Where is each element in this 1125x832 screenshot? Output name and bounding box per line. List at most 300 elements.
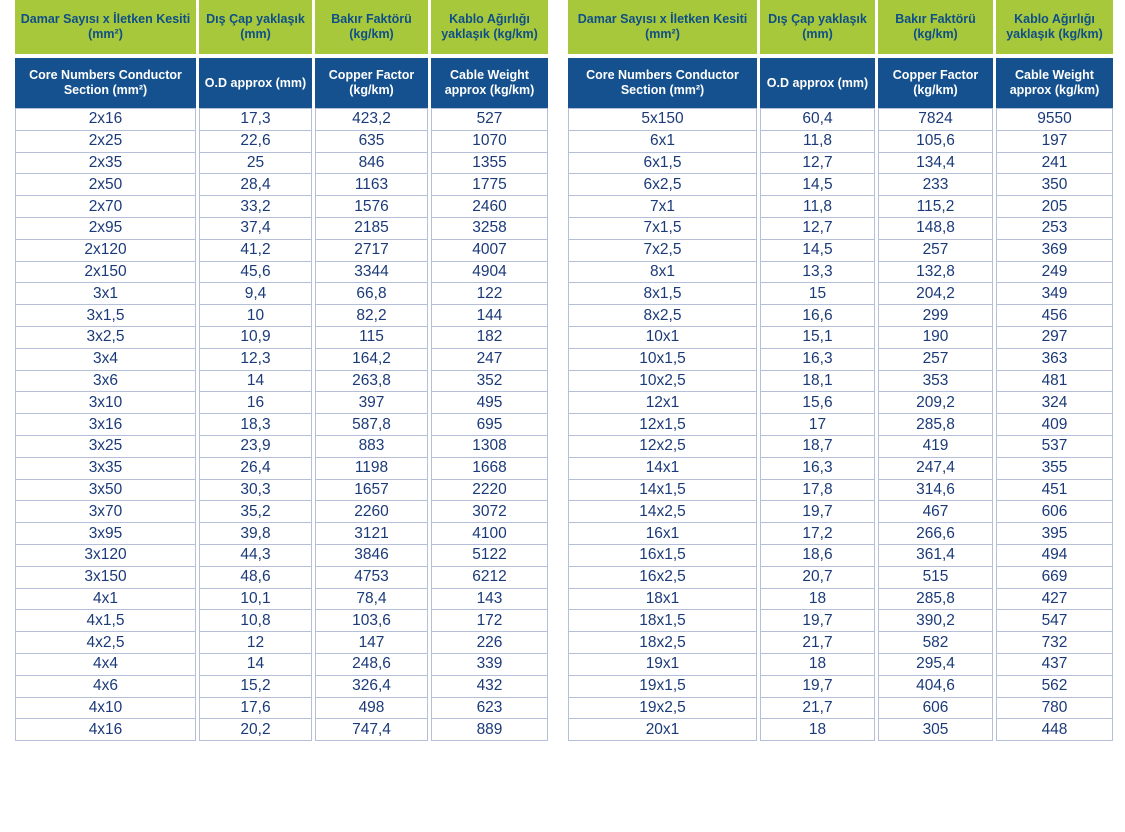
cell-core-section: 6x1 xyxy=(567,130,759,152)
header-od-tr: Dış Çap yaklaşık (mm) xyxy=(198,0,314,56)
table-row xyxy=(14,283,550,305)
table-row xyxy=(14,719,550,741)
cell-cable-weight: 432 xyxy=(430,675,550,697)
header-core-en: Core Numbers Conductor Section (mm²) xyxy=(567,56,759,109)
table-row xyxy=(14,588,550,610)
cell-copper-factor: 248,6 xyxy=(314,653,430,675)
cell-cable-weight: 144 xyxy=(430,305,550,327)
cell-copper-factor: 361,4 xyxy=(877,544,995,566)
cell-core-section: 2x35 xyxy=(14,152,198,174)
table-row xyxy=(14,109,550,131)
cell-outer-diameter: 48,6 xyxy=(198,566,314,588)
cell-core-section: 4x16 xyxy=(14,719,198,741)
cell-core-section: 3x16 xyxy=(14,414,198,436)
cell-core-section: 18x1,5 xyxy=(567,610,759,632)
cell-core-section: 6x2,5 xyxy=(567,174,759,196)
cell-outer-diameter: 17,6 xyxy=(198,697,314,719)
cell-outer-diameter: 12,3 xyxy=(198,348,314,370)
cell-outer-diameter: 10,1 xyxy=(198,588,314,610)
cell-outer-diameter: 16 xyxy=(198,392,314,414)
cell-copper-factor: 299 xyxy=(877,305,995,327)
cell-outer-diameter: 18,7 xyxy=(759,435,877,457)
cell-outer-diameter: 9,4 xyxy=(198,283,314,305)
cell-outer-diameter: 35,2 xyxy=(198,501,314,523)
cell-core-section: 2x50 xyxy=(14,174,198,196)
header-row-turkish xyxy=(14,0,550,56)
cell-cable-weight: 2460 xyxy=(430,196,550,218)
table-row xyxy=(567,588,1115,610)
table-row xyxy=(14,130,550,152)
cell-cable-weight: 732 xyxy=(995,632,1115,654)
cell-copper-factor: 404,6 xyxy=(877,675,995,697)
cell-core-section: 18x1 xyxy=(567,588,759,610)
table-row xyxy=(14,305,550,327)
cell-copper-factor: 115 xyxy=(314,326,430,348)
table-row xyxy=(14,610,550,632)
cell-core-section: 3x6 xyxy=(14,370,198,392)
cell-cable-weight: 339 xyxy=(430,653,550,675)
table-row xyxy=(567,610,1115,632)
cell-core-section: 3x10 xyxy=(14,392,198,414)
table-row xyxy=(14,435,550,457)
cell-outer-diameter: 14,5 xyxy=(759,239,877,261)
table-row xyxy=(14,697,550,719)
cell-copper-factor: 82,2 xyxy=(314,305,430,327)
cell-copper-factor: 326,4 xyxy=(314,675,430,697)
cell-copper-factor: 257 xyxy=(877,348,995,370)
cell-core-section: 14x1 xyxy=(567,457,759,479)
cell-cable-weight: 780 xyxy=(995,697,1115,719)
table-row xyxy=(14,675,550,697)
cell-cable-weight: 9550 xyxy=(995,109,1115,131)
cell-core-section: 18x2,5 xyxy=(567,632,759,654)
cell-cable-weight: 448 xyxy=(995,719,1115,741)
cell-cable-weight: 481 xyxy=(995,370,1115,392)
cell-outer-diameter: 14 xyxy=(198,653,314,675)
cell-copper-factor: 515 xyxy=(877,566,995,588)
cell-cable-weight: 2220 xyxy=(430,479,550,501)
cell-cable-weight: 669 xyxy=(995,566,1115,588)
cell-core-section: 3x50 xyxy=(14,479,198,501)
cell-copper-factor: 1576 xyxy=(314,196,430,218)
cell-cable-weight: 1070 xyxy=(430,130,550,152)
table-row xyxy=(14,501,550,523)
cell-core-section: 4x4 xyxy=(14,653,198,675)
table-row xyxy=(14,523,550,545)
cell-outer-diameter: 19,7 xyxy=(759,610,877,632)
cell-copper-factor: 423,2 xyxy=(314,109,430,131)
cell-copper-factor: 2260 xyxy=(314,501,430,523)
cell-core-section: 12x1,5 xyxy=(567,414,759,436)
cell-outer-diameter: 10 xyxy=(198,305,314,327)
table-row xyxy=(567,501,1115,523)
cell-cable-weight: 197 xyxy=(995,130,1115,152)
cell-core-section: 3x150 xyxy=(14,566,198,588)
cell-outer-diameter: 37,4 xyxy=(198,217,314,239)
table-row xyxy=(567,414,1115,436)
table-row xyxy=(567,261,1115,283)
table-row xyxy=(567,174,1115,196)
table-row xyxy=(567,632,1115,654)
table-row xyxy=(14,348,550,370)
table-row xyxy=(567,130,1115,152)
cell-core-section: 5x150 xyxy=(567,109,759,131)
cell-core-section: 19x1,5 xyxy=(567,675,759,697)
cell-cable-weight: 6212 xyxy=(430,566,550,588)
table-row xyxy=(567,348,1115,370)
cell-cable-weight: 324 xyxy=(995,392,1115,414)
cell-copper-factor: 132,8 xyxy=(877,261,995,283)
cell-outer-diameter: 19,7 xyxy=(759,501,877,523)
cell-outer-diameter: 14,5 xyxy=(759,174,877,196)
cell-copper-factor: 247,4 xyxy=(877,457,995,479)
cell-copper-factor: 587,8 xyxy=(314,414,430,436)
cell-outer-diameter: 12 xyxy=(198,632,314,654)
cell-copper-factor: 397 xyxy=(314,392,430,414)
cell-cable-weight: 172 xyxy=(430,610,550,632)
cell-outer-diameter: 44,3 xyxy=(198,544,314,566)
cell-core-section: 12x1 xyxy=(567,392,759,414)
table-row xyxy=(14,370,550,392)
cell-cable-weight: 1308 xyxy=(430,435,550,457)
table-row xyxy=(14,414,550,436)
cell-copper-factor: 4753 xyxy=(314,566,430,588)
cell-core-section: 14x2,5 xyxy=(567,501,759,523)
cell-copper-factor: 390,2 xyxy=(877,610,995,632)
table-row xyxy=(14,392,550,414)
cell-outer-diameter: 18,3 xyxy=(198,414,314,436)
cell-copper-factor: 1657 xyxy=(314,479,430,501)
cell-cable-weight: 4904 xyxy=(430,261,550,283)
table-row xyxy=(567,217,1115,239)
cell-copper-factor: 266,6 xyxy=(877,523,995,545)
cell-outer-diameter: 21,7 xyxy=(759,632,877,654)
cell-core-section: 2x150 xyxy=(14,261,198,283)
table-row xyxy=(567,392,1115,414)
header-weight-tr: Kablo Ağırlığı yaklaşık (kg/km) xyxy=(995,0,1115,56)
table-row xyxy=(14,566,550,588)
cell-cable-weight: 623 xyxy=(430,697,550,719)
header-row-english xyxy=(14,56,550,109)
cell-core-section: 4x1,5 xyxy=(14,610,198,632)
cell-cable-weight: 695 xyxy=(430,414,550,436)
cell-core-section: 2x70 xyxy=(14,196,198,218)
cell-copper-factor: 66,8 xyxy=(314,283,430,305)
table-row xyxy=(14,544,550,566)
cell-cable-weight: 437 xyxy=(995,653,1115,675)
cable-table-right xyxy=(565,0,1116,741)
cell-outer-diameter: 18 xyxy=(759,588,877,610)
table-row xyxy=(14,174,550,196)
cell-cable-weight: 1775 xyxy=(430,174,550,196)
cell-core-section: 6x1,5 xyxy=(567,152,759,174)
cell-core-section: 4x1 xyxy=(14,588,198,610)
table-row xyxy=(14,653,550,675)
cell-copper-factor: 257 xyxy=(877,239,995,261)
cell-copper-factor: 467 xyxy=(877,501,995,523)
table-row xyxy=(567,283,1115,305)
header-core-tr: Damar Sayısı x İletken Kesiti (mm²) xyxy=(567,0,759,56)
cell-copper-factor: 105,6 xyxy=(877,130,995,152)
table-row xyxy=(567,697,1115,719)
header-row-turkish xyxy=(567,0,1115,56)
cell-cable-weight: 369 xyxy=(995,239,1115,261)
cell-core-section: 3x35 xyxy=(14,457,198,479)
cell-cable-weight: 122 xyxy=(430,283,550,305)
cell-core-section: 2x95 xyxy=(14,217,198,239)
table-row xyxy=(14,326,550,348)
cell-copper-factor: 78,4 xyxy=(314,588,430,610)
cell-cable-weight: 495 xyxy=(430,392,550,414)
cell-copper-factor: 295,4 xyxy=(877,653,995,675)
header-copper-tr: Bakır Faktörü (kg/km) xyxy=(314,0,430,56)
table-row xyxy=(567,457,1115,479)
header-core-tr: Damar Sayısı x İletken Kesiti (mm²) xyxy=(14,0,198,56)
cell-outer-diameter: 28,4 xyxy=(198,174,314,196)
cell-core-section: 7x1,5 xyxy=(567,217,759,239)
cell-outer-diameter: 20,2 xyxy=(198,719,314,741)
cell-outer-diameter: 14 xyxy=(198,370,314,392)
cell-outer-diameter: 11,8 xyxy=(759,196,877,218)
table-row xyxy=(567,479,1115,501)
table-row xyxy=(567,109,1115,131)
cell-core-section: 3x1,5 xyxy=(14,305,198,327)
cell-cable-weight: 205 xyxy=(995,196,1115,218)
cell-cable-weight: 226 xyxy=(430,632,550,654)
table-row xyxy=(14,217,550,239)
cell-cable-weight: 889 xyxy=(430,719,550,741)
table-row xyxy=(567,305,1115,327)
cell-core-section: 3x120 xyxy=(14,544,198,566)
cell-outer-diameter: 16,3 xyxy=(759,457,877,479)
cell-outer-diameter: 18 xyxy=(759,719,877,741)
cell-outer-diameter: 16,3 xyxy=(759,348,877,370)
header-copper-tr: Bakır Faktörü (kg/km) xyxy=(877,0,995,56)
header-od-en: O.D approx (mm) xyxy=(759,56,877,109)
cell-core-section: 4x6 xyxy=(14,675,198,697)
cell-outer-diameter: 20,7 xyxy=(759,566,877,588)
cell-copper-factor: 498 xyxy=(314,697,430,719)
cell-cable-weight: 5122 xyxy=(430,544,550,566)
cell-copper-factor: 115,2 xyxy=(877,196,995,218)
cell-outer-diameter: 17,3 xyxy=(198,109,314,131)
cell-core-section: 10x1,5 xyxy=(567,348,759,370)
cell-core-section: 19x1 xyxy=(567,653,759,675)
cell-copper-factor: 1163 xyxy=(314,174,430,196)
cell-cable-weight: 562 xyxy=(995,675,1115,697)
cell-copper-factor: 164,2 xyxy=(314,348,430,370)
cell-copper-factor: 883 xyxy=(314,435,430,457)
cell-cable-weight: 4007 xyxy=(430,239,550,261)
cell-copper-factor: 263,8 xyxy=(314,370,430,392)
cell-cable-weight: 409 xyxy=(995,414,1115,436)
cell-outer-diameter: 25 xyxy=(198,152,314,174)
table-row xyxy=(14,261,550,283)
cell-cable-weight: 247 xyxy=(430,348,550,370)
cell-core-section: 20x1 xyxy=(567,719,759,741)
table-row xyxy=(567,370,1115,392)
table-row xyxy=(567,523,1115,545)
cell-core-section: 3x95 xyxy=(14,523,198,545)
cell-outer-diameter: 41,2 xyxy=(198,239,314,261)
cell-outer-diameter: 16,6 xyxy=(759,305,877,327)
cell-outer-diameter: 11,8 xyxy=(759,130,877,152)
cell-copper-factor: 204,2 xyxy=(877,283,995,305)
cell-outer-diameter: 13,3 xyxy=(759,261,877,283)
cell-outer-diameter: 33,2 xyxy=(198,196,314,218)
cell-outer-diameter: 19,7 xyxy=(759,675,877,697)
cell-cable-weight: 395 xyxy=(995,523,1115,545)
header-copper-en: Copper Factor (kg/km) xyxy=(877,56,995,109)
table-row xyxy=(14,196,550,218)
cell-core-section: 16x1,5 xyxy=(567,544,759,566)
cell-copper-factor: 3121 xyxy=(314,523,430,545)
cell-outer-diameter: 17,2 xyxy=(759,523,877,545)
cell-cable-weight: 494 xyxy=(995,544,1115,566)
cell-cable-weight: 355 xyxy=(995,457,1115,479)
table-row xyxy=(567,675,1115,697)
cell-copper-factor: 606 xyxy=(877,697,995,719)
cell-core-section: 3x1 xyxy=(14,283,198,305)
table-row xyxy=(14,457,550,479)
table-row xyxy=(567,653,1115,675)
cell-copper-factor: 285,8 xyxy=(877,414,995,436)
cell-copper-factor: 582 xyxy=(877,632,995,654)
cell-cable-weight: 451 xyxy=(995,479,1115,501)
cell-cable-weight: 363 xyxy=(995,348,1115,370)
cell-core-section: 4x10 xyxy=(14,697,198,719)
cell-core-section: 8x1,5 xyxy=(567,283,759,305)
cell-cable-weight: 297 xyxy=(995,326,1115,348)
cell-core-section: 8x1 xyxy=(567,261,759,283)
cell-outer-diameter: 21,7 xyxy=(759,697,877,719)
cell-copper-factor: 209,2 xyxy=(877,392,995,414)
table-row xyxy=(567,152,1115,174)
cell-cable-weight: 143 xyxy=(430,588,550,610)
cell-outer-diameter: 12,7 xyxy=(759,152,877,174)
header-core-en: Core Numbers Conductor Section (mm²) xyxy=(14,56,198,109)
cell-outer-diameter: 18,6 xyxy=(759,544,877,566)
cell-outer-diameter: 15,2 xyxy=(198,675,314,697)
cell-cable-weight: 427 xyxy=(995,588,1115,610)
cell-copper-factor: 147 xyxy=(314,632,430,654)
cell-cable-weight: 606 xyxy=(995,501,1115,523)
table-row xyxy=(567,544,1115,566)
cell-copper-factor: 747,4 xyxy=(314,719,430,741)
cell-outer-diameter: 17,8 xyxy=(759,479,877,501)
cell-core-section: 19x2,5 xyxy=(567,697,759,719)
cell-core-section: 2x16 xyxy=(14,109,198,131)
header-row-english xyxy=(567,56,1115,109)
cell-core-section: 2x120 xyxy=(14,239,198,261)
cell-copper-factor: 2185 xyxy=(314,217,430,239)
cell-copper-factor: 190 xyxy=(877,326,995,348)
cell-core-section: 7x1 xyxy=(567,196,759,218)
cell-outer-diameter: 39,8 xyxy=(198,523,314,545)
cell-cable-weight: 241 xyxy=(995,152,1115,174)
cell-core-section: 14x1,5 xyxy=(567,479,759,501)
table-row xyxy=(567,239,1115,261)
cell-outer-diameter: 23,9 xyxy=(198,435,314,457)
cell-core-section: 3x4 xyxy=(14,348,198,370)
table-row xyxy=(14,632,550,654)
cell-core-section: 7x2,5 xyxy=(567,239,759,261)
table-row xyxy=(14,152,550,174)
cell-outer-diameter: 10,8 xyxy=(198,610,314,632)
cell-cable-weight: 3258 xyxy=(430,217,550,239)
cell-copper-factor: 148,8 xyxy=(877,217,995,239)
cell-copper-factor: 314,6 xyxy=(877,479,995,501)
cell-cable-weight: 547 xyxy=(995,610,1115,632)
header-od-en: O.D approx (mm) xyxy=(198,56,314,109)
header-weight-en: Cable Weight approx (kg/km) xyxy=(995,56,1115,109)
cell-core-section: 3x70 xyxy=(14,501,198,523)
table-row xyxy=(14,239,550,261)
cell-core-section: 8x2,5 xyxy=(567,305,759,327)
cell-outer-diameter: 26,4 xyxy=(198,457,314,479)
table-row xyxy=(567,719,1115,741)
cell-copper-factor: 419 xyxy=(877,435,995,457)
cell-cable-weight: 1668 xyxy=(430,457,550,479)
cell-cable-weight: 182 xyxy=(430,326,550,348)
cell-outer-diameter: 10,9 xyxy=(198,326,314,348)
cell-core-section: 2x25 xyxy=(14,130,198,152)
cell-copper-factor: 846 xyxy=(314,152,430,174)
cell-cable-weight: 253 xyxy=(995,217,1115,239)
cell-copper-factor: 3344 xyxy=(314,261,430,283)
cell-outer-diameter: 15 xyxy=(759,283,877,305)
cell-copper-factor: 233 xyxy=(877,174,995,196)
table-row xyxy=(567,435,1115,457)
table-row xyxy=(567,326,1115,348)
cell-outer-diameter: 30,3 xyxy=(198,479,314,501)
cell-copper-factor: 3846 xyxy=(314,544,430,566)
cell-core-section: 16x2,5 xyxy=(567,566,759,588)
cell-core-section: 10x2,5 xyxy=(567,370,759,392)
cell-outer-diameter: 60,4 xyxy=(759,109,877,131)
cell-outer-diameter: 18,1 xyxy=(759,370,877,392)
cell-cable-weight: 4100 xyxy=(430,523,550,545)
cell-cable-weight: 249 xyxy=(995,261,1115,283)
header-od-tr: Dış Çap yaklaşık (mm) xyxy=(759,0,877,56)
cell-outer-diameter: 45,6 xyxy=(198,261,314,283)
cell-copper-factor: 103,6 xyxy=(314,610,430,632)
header-weight-en: Cable Weight approx (kg/km) xyxy=(430,56,550,109)
cell-cable-weight: 456 xyxy=(995,305,1115,327)
cell-cable-weight: 1355 xyxy=(430,152,550,174)
cell-copper-factor: 305 xyxy=(877,719,995,741)
cell-copper-factor: 635 xyxy=(314,130,430,152)
cell-outer-diameter: 17 xyxy=(759,414,877,436)
cell-copper-factor: 7824 xyxy=(877,109,995,131)
cell-core-section: 3x2,5 xyxy=(14,326,198,348)
cell-outer-diameter: 15,1 xyxy=(759,326,877,348)
cell-copper-factor: 134,4 xyxy=(877,152,995,174)
cell-outer-diameter: 12,7 xyxy=(759,217,877,239)
header-copper-en: Copper Factor (kg/km) xyxy=(314,56,430,109)
cell-outer-diameter: 18 xyxy=(759,653,877,675)
cell-cable-weight: 537 xyxy=(995,435,1115,457)
cell-cable-weight: 349 xyxy=(995,283,1115,305)
cell-cable-weight: 350 xyxy=(995,174,1115,196)
cell-outer-diameter: 15,6 xyxy=(759,392,877,414)
cell-core-section: 16x1 xyxy=(567,523,759,545)
cell-cable-weight: 352 xyxy=(430,370,550,392)
cell-copper-factor: 285,8 xyxy=(877,588,995,610)
cell-outer-diameter: 22,6 xyxy=(198,130,314,152)
cable-table-left xyxy=(12,0,551,741)
cell-copper-factor: 2717 xyxy=(314,239,430,261)
